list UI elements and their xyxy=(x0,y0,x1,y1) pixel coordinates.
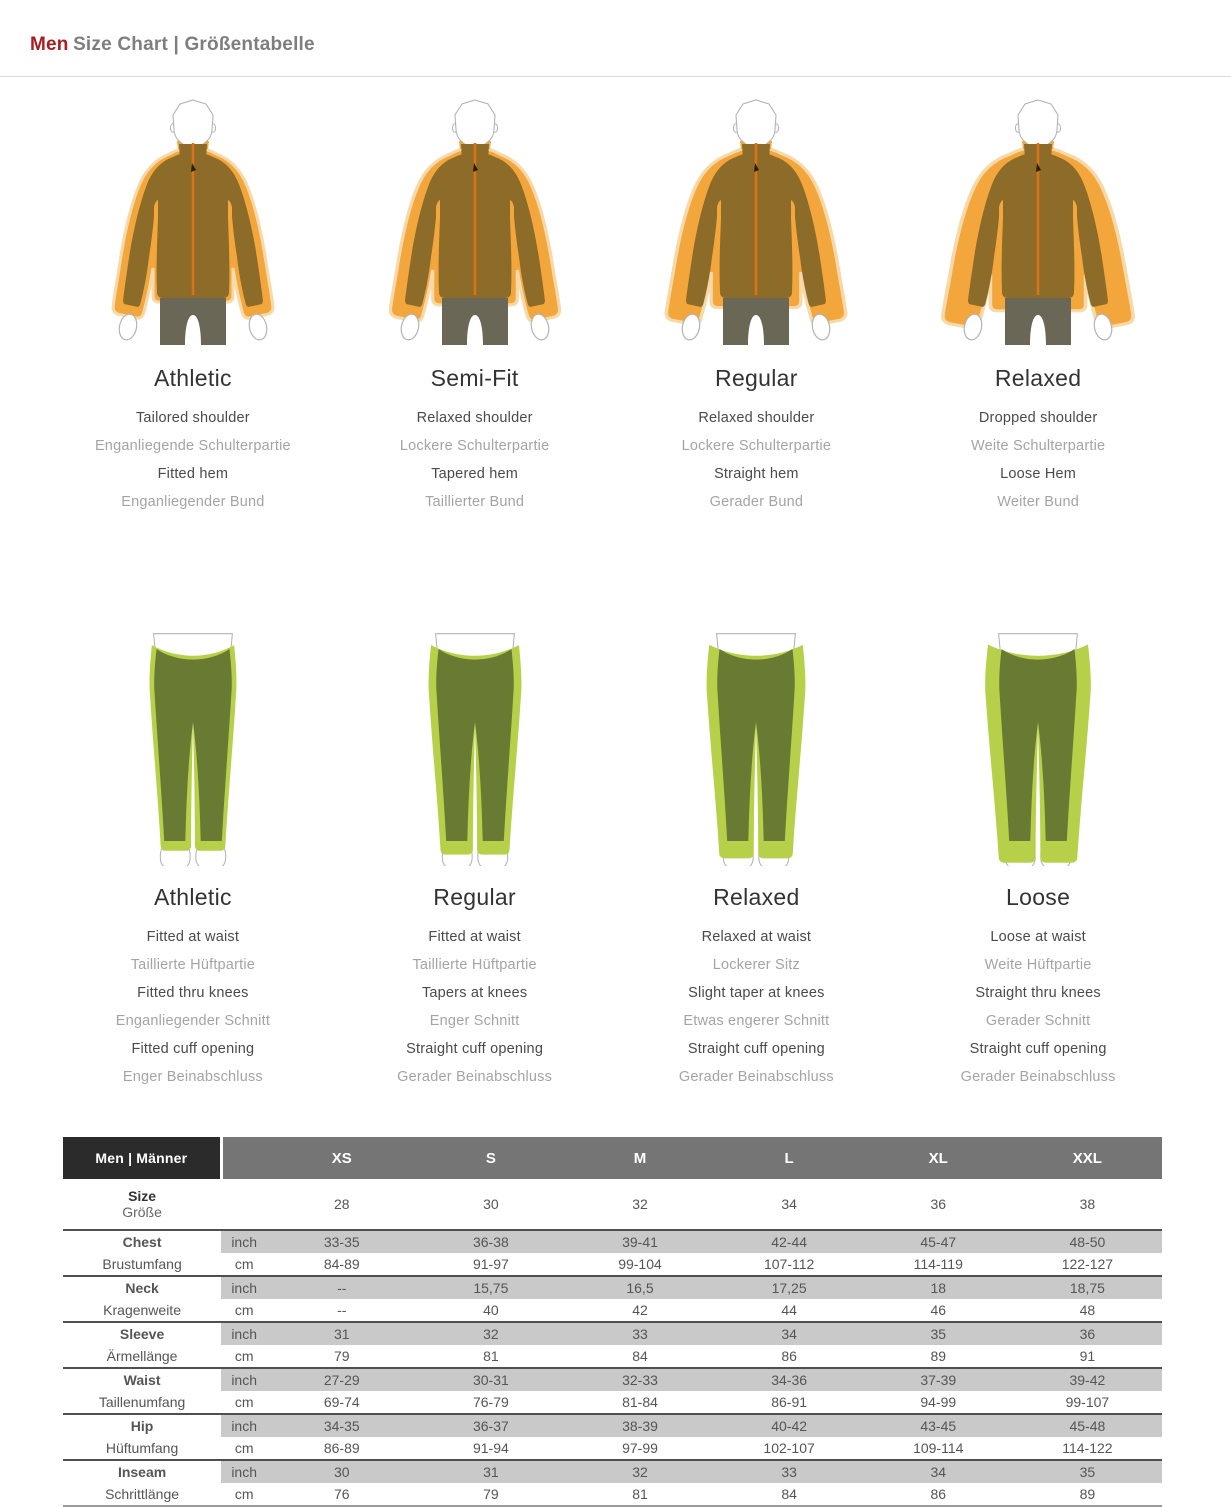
measure-value-cell: 122-127 xyxy=(1061,1256,1114,1272)
measure-value-cell: 32 xyxy=(565,1460,714,1483)
jacket-fit-desc-en: Relaxed shoulder xyxy=(698,410,815,426)
pants-fit-desc-de: Enger Schnitt xyxy=(429,1013,520,1029)
size-value-cell: 32 xyxy=(632,1196,648,1212)
pants-fit-desc-de: Gerader Schnitt xyxy=(985,1013,1091,1029)
size-value-cell: 38 xyxy=(1079,1196,1096,1212)
table-row xyxy=(63,1345,1162,1368)
measure-value-cell: 44 xyxy=(781,1302,797,1318)
pants-fit-name: Loose xyxy=(1006,884,1071,910)
pants-fit-desc-de: Etwas engerer Schnitt xyxy=(683,1013,830,1029)
measure-value-cell: 109-114 xyxy=(913,1440,964,1456)
measure-value-cell: -- xyxy=(337,1302,347,1318)
size-value-cell: 34 xyxy=(781,1196,797,1212)
measure-value-cell: -- xyxy=(267,1276,416,1299)
measure-value-cell: 89 xyxy=(930,1348,947,1364)
jacket-fit-figure xyxy=(616,97,898,349)
jacket-fit-desc-de: Taillierter Bund xyxy=(425,494,525,510)
unit-header-cell xyxy=(221,1137,267,1179)
measure-value-cell: 114-119 xyxy=(913,1256,963,1272)
size-value-cell: 28 xyxy=(333,1196,350,1212)
jacket-fit-name: Regular xyxy=(715,365,798,391)
measure-value-cell: 84-89 xyxy=(323,1256,360,1272)
page-title: Size Chart | Größentabelle xyxy=(73,34,315,55)
measure-value-cell: 32-33 xyxy=(565,1368,714,1391)
unit-cell: inch xyxy=(221,1368,267,1391)
pants-fit-desc-en: Straight cuff opening xyxy=(969,1041,1107,1057)
pants-fit-desc-de: Enger Beinabschluss xyxy=(122,1069,263,1085)
measure-value-cell: 37-39 xyxy=(864,1368,1013,1391)
measure-value-cell: 39-41 xyxy=(565,1230,714,1253)
measure-value-cell: 107-112 xyxy=(763,1256,815,1272)
table-row xyxy=(63,1253,1162,1276)
row-label-de: Ärmellänge xyxy=(63,1345,221,1368)
measure-value-cell: 45-48 xyxy=(1013,1414,1162,1437)
jacket-fit-desc-en: Fitted hem xyxy=(157,466,229,482)
row-label-de: Schrittlänge xyxy=(63,1483,221,1506)
row-label-en: Hip xyxy=(63,1414,221,1437)
unit-cell: cm xyxy=(234,1440,254,1456)
measure-value-cell: 35 xyxy=(864,1322,1013,1345)
unit-cell xyxy=(221,1179,267,1230)
pants-fit-desc-en: Loose at waist xyxy=(990,929,1086,945)
pants-fit-desc-de: Taillierte Hüftpartie xyxy=(412,957,537,973)
table-row xyxy=(63,1230,1162,1253)
measure-value-cell: 30-31 xyxy=(416,1368,565,1391)
pants-fit-desc-de: Taillierte Hüftpartie xyxy=(130,957,256,973)
row-label-en: Waist xyxy=(63,1368,221,1391)
jacket-fit-illustration xyxy=(651,97,861,347)
measure-value-cell: 31 xyxy=(267,1322,416,1345)
measure-value-cell: 33-35 xyxy=(267,1230,416,1253)
pants-fit-illustration xyxy=(370,626,580,866)
pants-fit-name: Relaxed xyxy=(713,884,800,910)
measure-value-cell: 114-122 xyxy=(1062,1440,1113,1456)
measure-value-cell: 42-44 xyxy=(715,1230,864,1253)
pants-fit-figure xyxy=(334,626,616,868)
measure-value-cell: 99-107 xyxy=(1065,1394,1110,1410)
table-row xyxy=(63,1179,1162,1230)
jacket-fit-desc-en: Dropped shoulder xyxy=(978,410,1098,426)
measure-value-cell: 76-79 xyxy=(472,1394,509,1410)
measure-value-cell: 33 xyxy=(565,1322,714,1345)
jacket-fit-desc-de: Lockere Schulterpartie xyxy=(681,438,832,454)
pants-fit-illustration xyxy=(651,626,861,866)
row-label-en: Sleeve xyxy=(63,1322,221,1345)
pants-fit-illustration xyxy=(88,626,298,866)
measure-value-cell: 16,5 xyxy=(565,1276,714,1299)
jacket-fit-column xyxy=(616,97,898,516)
pants-fit-figure xyxy=(616,626,898,868)
measure-value-cell: 43-45 xyxy=(864,1414,1013,1437)
jacket-fit-illustration xyxy=(933,97,1143,347)
unit-cell: inch xyxy=(221,1322,267,1345)
jacket-fit-illustration xyxy=(370,97,580,347)
table-row xyxy=(63,1460,1162,1483)
unit-cell: inch xyxy=(221,1460,267,1483)
row-label-en: Chest xyxy=(63,1230,221,1253)
jacket-fits-section xyxy=(0,97,1231,516)
measure-value-cell: 34 xyxy=(864,1460,1013,1483)
pants-fit-desc-de: Enganliegender Schnitt xyxy=(115,1013,271,1029)
pants-fit-desc-en: Straight thru knees xyxy=(975,985,1101,1001)
table-header-row xyxy=(63,1137,1162,1179)
measure-value-cell: 36-37 xyxy=(416,1414,565,1437)
jacket-fit-column xyxy=(52,97,334,516)
measure-value-cell: 79 xyxy=(483,1486,499,1502)
row-label-de: Hüftumfang xyxy=(63,1437,221,1460)
jacket-fit-column xyxy=(897,97,1179,516)
measure-value-cell: 76 xyxy=(333,1486,350,1502)
jacket-fit-column xyxy=(334,97,616,516)
measure-value-cell: 91-97 xyxy=(472,1256,509,1272)
measure-value-cell: 48-50 xyxy=(1013,1230,1162,1253)
measure-value-cell: 34-36 xyxy=(715,1368,864,1391)
pants-fit-desc-de: Lockerer Sitz xyxy=(712,957,800,973)
measure-value-cell: 91 xyxy=(1079,1348,1096,1364)
jacket-fit-desc-de: Gerader Bund xyxy=(709,494,804,510)
measure-value-cell: 38-39 xyxy=(565,1414,714,1437)
pants-fit-column xyxy=(52,626,334,1091)
measure-value-cell: 48 xyxy=(1079,1302,1096,1318)
measure-value-cell: 30 xyxy=(267,1460,416,1483)
size-header-cell: XXL xyxy=(1013,1137,1162,1179)
measure-value-cell: 45-47 xyxy=(864,1230,1013,1253)
pants-fit-desc-en: Fitted at waist xyxy=(146,929,240,945)
pants-fit-desc-en: Fitted cuff opening xyxy=(131,1041,255,1057)
jacket-fit-desc-de: Enganliegender Bund xyxy=(121,494,265,510)
size-header-cell: L xyxy=(715,1137,864,1179)
measure-value-cell: 91-94 xyxy=(472,1440,509,1456)
jacket-fit-desc-de: Enganliegende Schulterpartie xyxy=(94,438,291,454)
table-row xyxy=(63,1276,1162,1299)
pants-fit-desc-de: Gerader Beinabschluss xyxy=(678,1069,834,1085)
measure-value-cell: 34-35 xyxy=(267,1414,416,1437)
pants-fit-desc-de: Gerader Beinabschluss xyxy=(960,1069,1116,1085)
jacket-fit-figure xyxy=(334,97,616,349)
jacket-fit-figure xyxy=(52,97,334,349)
table-row xyxy=(63,1322,1162,1345)
unit-cell: inch xyxy=(221,1276,267,1299)
measure-value-cell: 84 xyxy=(781,1486,797,1502)
measure-value-cell: 97-99 xyxy=(622,1440,658,1456)
table-row xyxy=(63,1391,1162,1414)
pants-fit-desc-en: Tapers at knees xyxy=(421,985,528,1001)
measure-value-cell: 36-38 xyxy=(416,1230,565,1253)
pants-fit-column xyxy=(897,626,1179,1091)
pants-fit-figure xyxy=(897,626,1179,868)
pants-fit-desc-de: Gerader Beinabschluss xyxy=(397,1069,553,1085)
jacket-fit-desc-en: Relaxed shoulder xyxy=(416,410,533,426)
jacket-fit-illustration xyxy=(88,97,298,347)
pants-fit-desc-en: Straight cuff opening xyxy=(687,1041,825,1057)
measure-value-cell: 40-42 xyxy=(715,1414,864,1437)
measure-value-cell: 15,75 xyxy=(416,1276,565,1299)
table-corner-label: Men | Männer xyxy=(63,1137,221,1179)
pants-fit-desc-de: Weite Hüftpartie xyxy=(984,957,1092,973)
size-value-cell: 36 xyxy=(930,1196,947,1212)
pants-fit-desc-en: Fitted at waist xyxy=(428,929,521,945)
pants-fit-column xyxy=(334,626,616,1091)
unit-cell: cm xyxy=(234,1348,254,1364)
size-header-cell: XS xyxy=(267,1137,416,1179)
size-header-cell: M xyxy=(565,1137,714,1179)
measure-value-cell: 33 xyxy=(715,1460,864,1483)
measure-value-cell: 27-29 xyxy=(267,1368,416,1391)
pants-fits-section xyxy=(0,626,1231,1091)
table-row xyxy=(63,1414,1162,1437)
jacket-fit-desc-en: Straight hem xyxy=(714,466,799,482)
table-row xyxy=(63,1368,1162,1391)
measure-value-cell: 18 xyxy=(864,1276,1013,1299)
measure-value-cell: 69-74 xyxy=(323,1394,360,1410)
unit-cell: cm xyxy=(234,1302,254,1318)
page-title-gender: Men xyxy=(30,34,69,55)
measure-value-cell: 34 xyxy=(715,1322,864,1345)
measure-value-cell: 94-99 xyxy=(920,1394,957,1410)
pants-fit-column xyxy=(616,626,898,1091)
table-row xyxy=(63,1437,1162,1460)
table-row xyxy=(63,1483,1162,1506)
row-label-en: Neck xyxy=(63,1276,221,1299)
measure-value-cell: 42 xyxy=(632,1302,648,1318)
row-label-en: Inseam xyxy=(63,1460,221,1483)
size-header-cell: S xyxy=(416,1137,565,1179)
unit-cell: cm xyxy=(234,1256,254,1272)
measure-value-cell: 46 xyxy=(930,1302,947,1318)
measure-value-cell: 86-91 xyxy=(771,1394,808,1410)
unit-cell: cm xyxy=(234,1394,254,1410)
size-value-cell: 30 xyxy=(483,1196,499,1212)
measure-value-cell: 81-84 xyxy=(622,1394,658,1410)
measure-value-cell: 39-42 xyxy=(1013,1368,1162,1391)
measure-value-cell: 17,25 xyxy=(715,1276,864,1299)
measure-value-cell: 36 xyxy=(1013,1322,1162,1345)
jacket-fit-name: Relaxed xyxy=(994,365,1082,391)
measure-value-cell: 32 xyxy=(416,1322,565,1345)
measure-value-cell: 86 xyxy=(781,1348,797,1364)
pants-fit-desc-en: Fitted thru knees xyxy=(137,985,249,1001)
unit-cell: inch xyxy=(221,1414,267,1437)
row-label-de: Kragenweite xyxy=(63,1299,221,1322)
jacket-fit-desc-en: Tailored shoulder xyxy=(135,410,250,426)
size-table xyxy=(63,1137,1162,1507)
measure-value-cell: 86-89 xyxy=(323,1440,360,1456)
measure-value-cell: 99-104 xyxy=(618,1256,662,1272)
pants-fit-name: Regular xyxy=(433,884,516,910)
size-header-cell: XL xyxy=(864,1137,1013,1179)
measure-value-cell: 79 xyxy=(333,1348,350,1364)
jacket-fit-desc-de: Lockere Schulterpartie xyxy=(399,438,550,454)
pants-fit-figure xyxy=(52,626,334,868)
measure-value-cell: 18,75 xyxy=(1013,1276,1162,1299)
measure-value-cell: 102-107 xyxy=(763,1440,815,1456)
jacket-fit-desc-de: Weiter Bund xyxy=(997,494,1079,510)
jacket-fit-name: Semi-Fit xyxy=(430,365,519,391)
jacket-fit-figure xyxy=(897,97,1179,349)
measure-value-cell: 81 xyxy=(483,1348,499,1364)
jacket-fit-name: Athletic xyxy=(153,365,232,391)
jacket-fit-desc-en: Loose Hem xyxy=(1000,466,1077,482)
page-header xyxy=(0,0,1231,77)
unit-cell: cm xyxy=(234,1486,254,1502)
pants-fit-name: Athletic xyxy=(153,884,232,910)
unit-cell: inch xyxy=(221,1230,267,1253)
row-label-de: Brustumfang xyxy=(63,1253,221,1276)
measure-value-cell: 35 xyxy=(1013,1460,1162,1483)
pants-fit-illustration xyxy=(933,626,1143,866)
table-row xyxy=(63,1299,1162,1322)
measure-value-cell: 84 xyxy=(632,1348,648,1364)
jacket-fit-desc-de: Weite Schulterpartie xyxy=(970,438,1106,454)
measure-value-cell: 81 xyxy=(632,1486,648,1502)
measure-value-cell: 89 xyxy=(1079,1486,1096,1502)
measure-value-cell: 40 xyxy=(483,1302,499,1318)
pants-fit-desc-en: Straight cuff opening xyxy=(406,1041,544,1057)
row-label: Size Größe xyxy=(63,1179,221,1230)
measure-value-cell: 86 xyxy=(930,1486,947,1502)
jacket-fit-desc-en: Tapered hem xyxy=(431,466,519,482)
measure-value-cell: 31 xyxy=(416,1460,565,1483)
pants-fit-desc-en: Relaxed at waist xyxy=(701,929,812,945)
row-label-de: Taillenumfang xyxy=(63,1391,221,1414)
pants-fit-desc-en: Slight taper at knees xyxy=(688,985,825,1001)
